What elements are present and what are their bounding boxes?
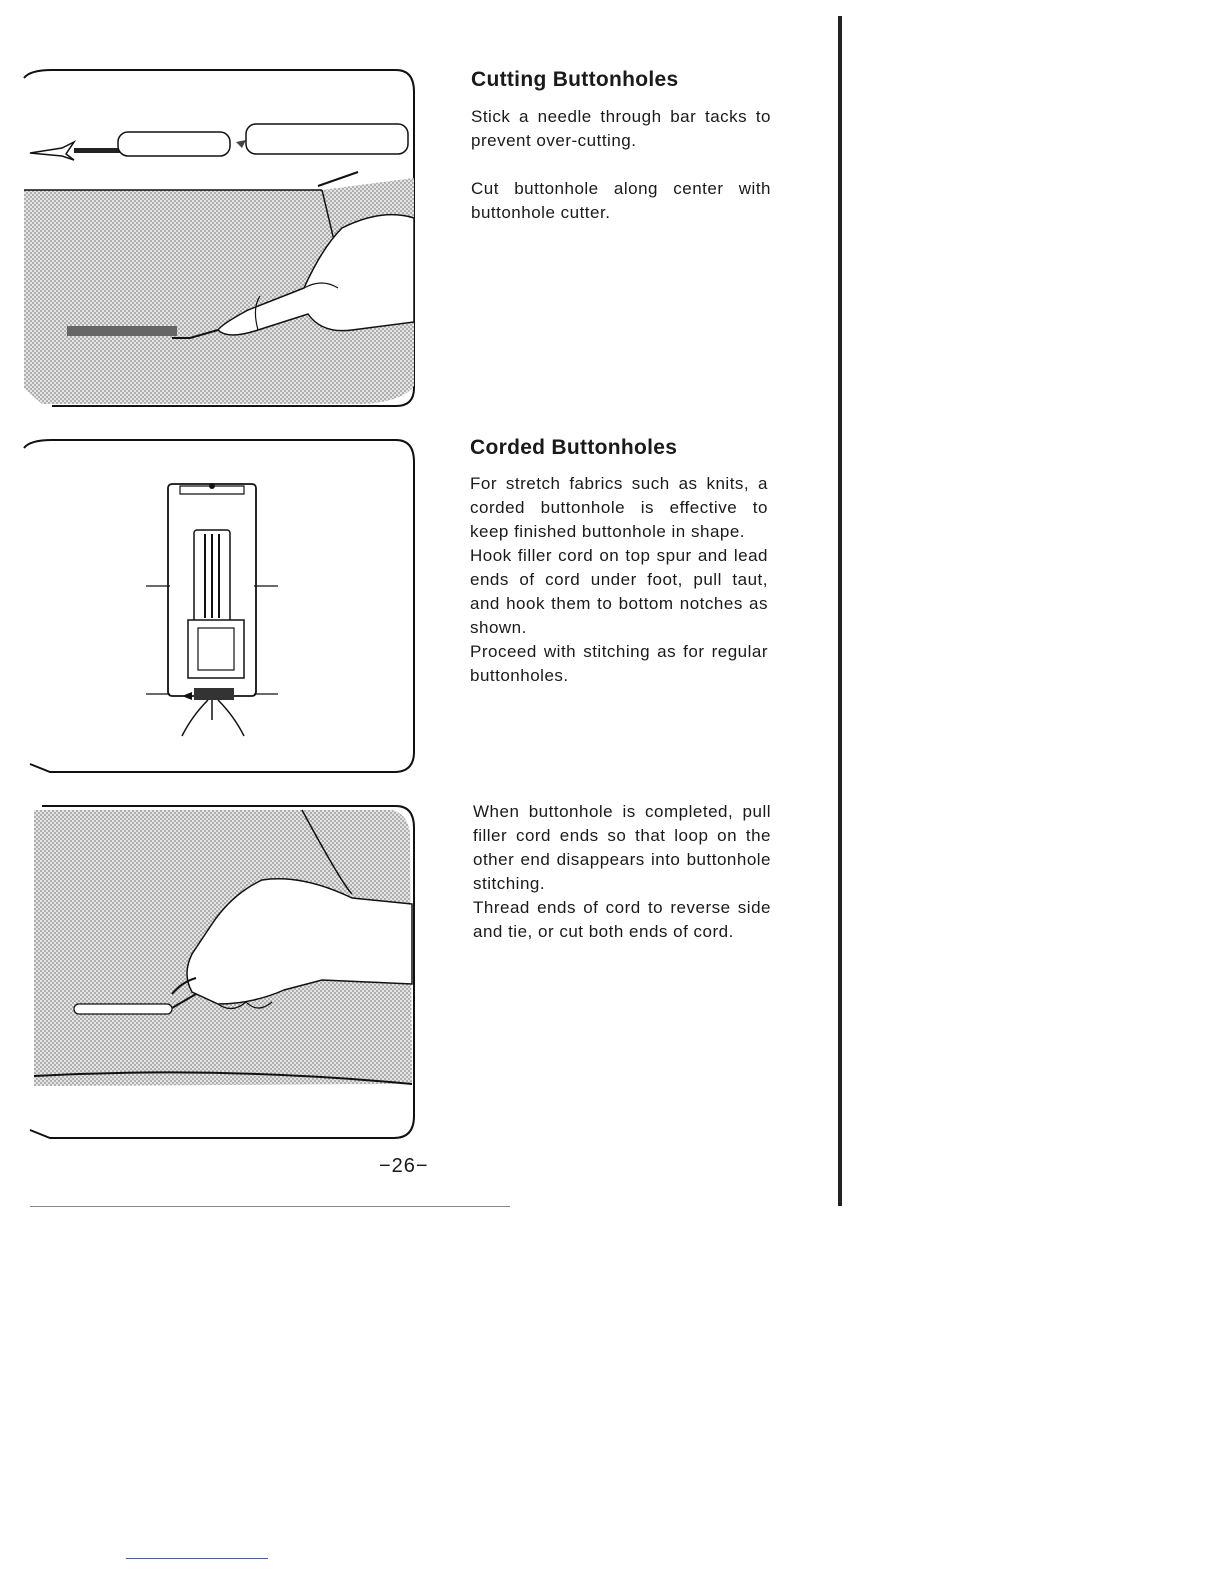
illustration-pulling-cord <box>22 804 418 1142</box>
blue-rule <box>126 1558 268 1559</box>
paragraph: Thread ends of cord to reverse side and tie, or cut both ends of cord. <box>473 898 771 941</box>
section-body-cutting-buttonholes <box>471 105 771 225</box>
paragraph: Stick a needle through bar tacks to prevent over-cutting. <box>471 107 771 150</box>
paragraph: For stretch fabrics such as knits, a corded buttonhole is effective to keep finished buttonhole in shape. <box>470 474 768 541</box>
paragraph: Cut buttonhole along center with buttonhole cutter. <box>471 179 771 222</box>
section-title-corded-buttonholes: Corded Buttonholes <box>470 436 678 459</box>
paragraph: Proceed with stitching as for regular buttonholes. <box>470 642 768 685</box>
section-body-finishing-cord <box>473 800 771 944</box>
right-margin-rule <box>838 16 842 1206</box>
illustration-cutting-buttonhole <box>22 68 418 410</box>
page-number: −26− <box>379 1155 429 1177</box>
illustration-buttonhole-foot <box>22 438 418 778</box>
bottom-rule <box>30 1206 510 1207</box>
paragraph: When buttonhole is completed, pull filler cord ends so that loop on the other end disappears into buttonhole stitching. <box>473 802 771 893</box>
paragraph: Hook filler cord on top spur and lead ends of cord under foot, pull taut, and hook them to bottom notches as shown. <box>470 546 768 637</box>
section-body-corded-buttonholes <box>470 472 768 688</box>
section-title-cutting-buttonholes: Cutting Buttonholes <box>471 68 679 91</box>
